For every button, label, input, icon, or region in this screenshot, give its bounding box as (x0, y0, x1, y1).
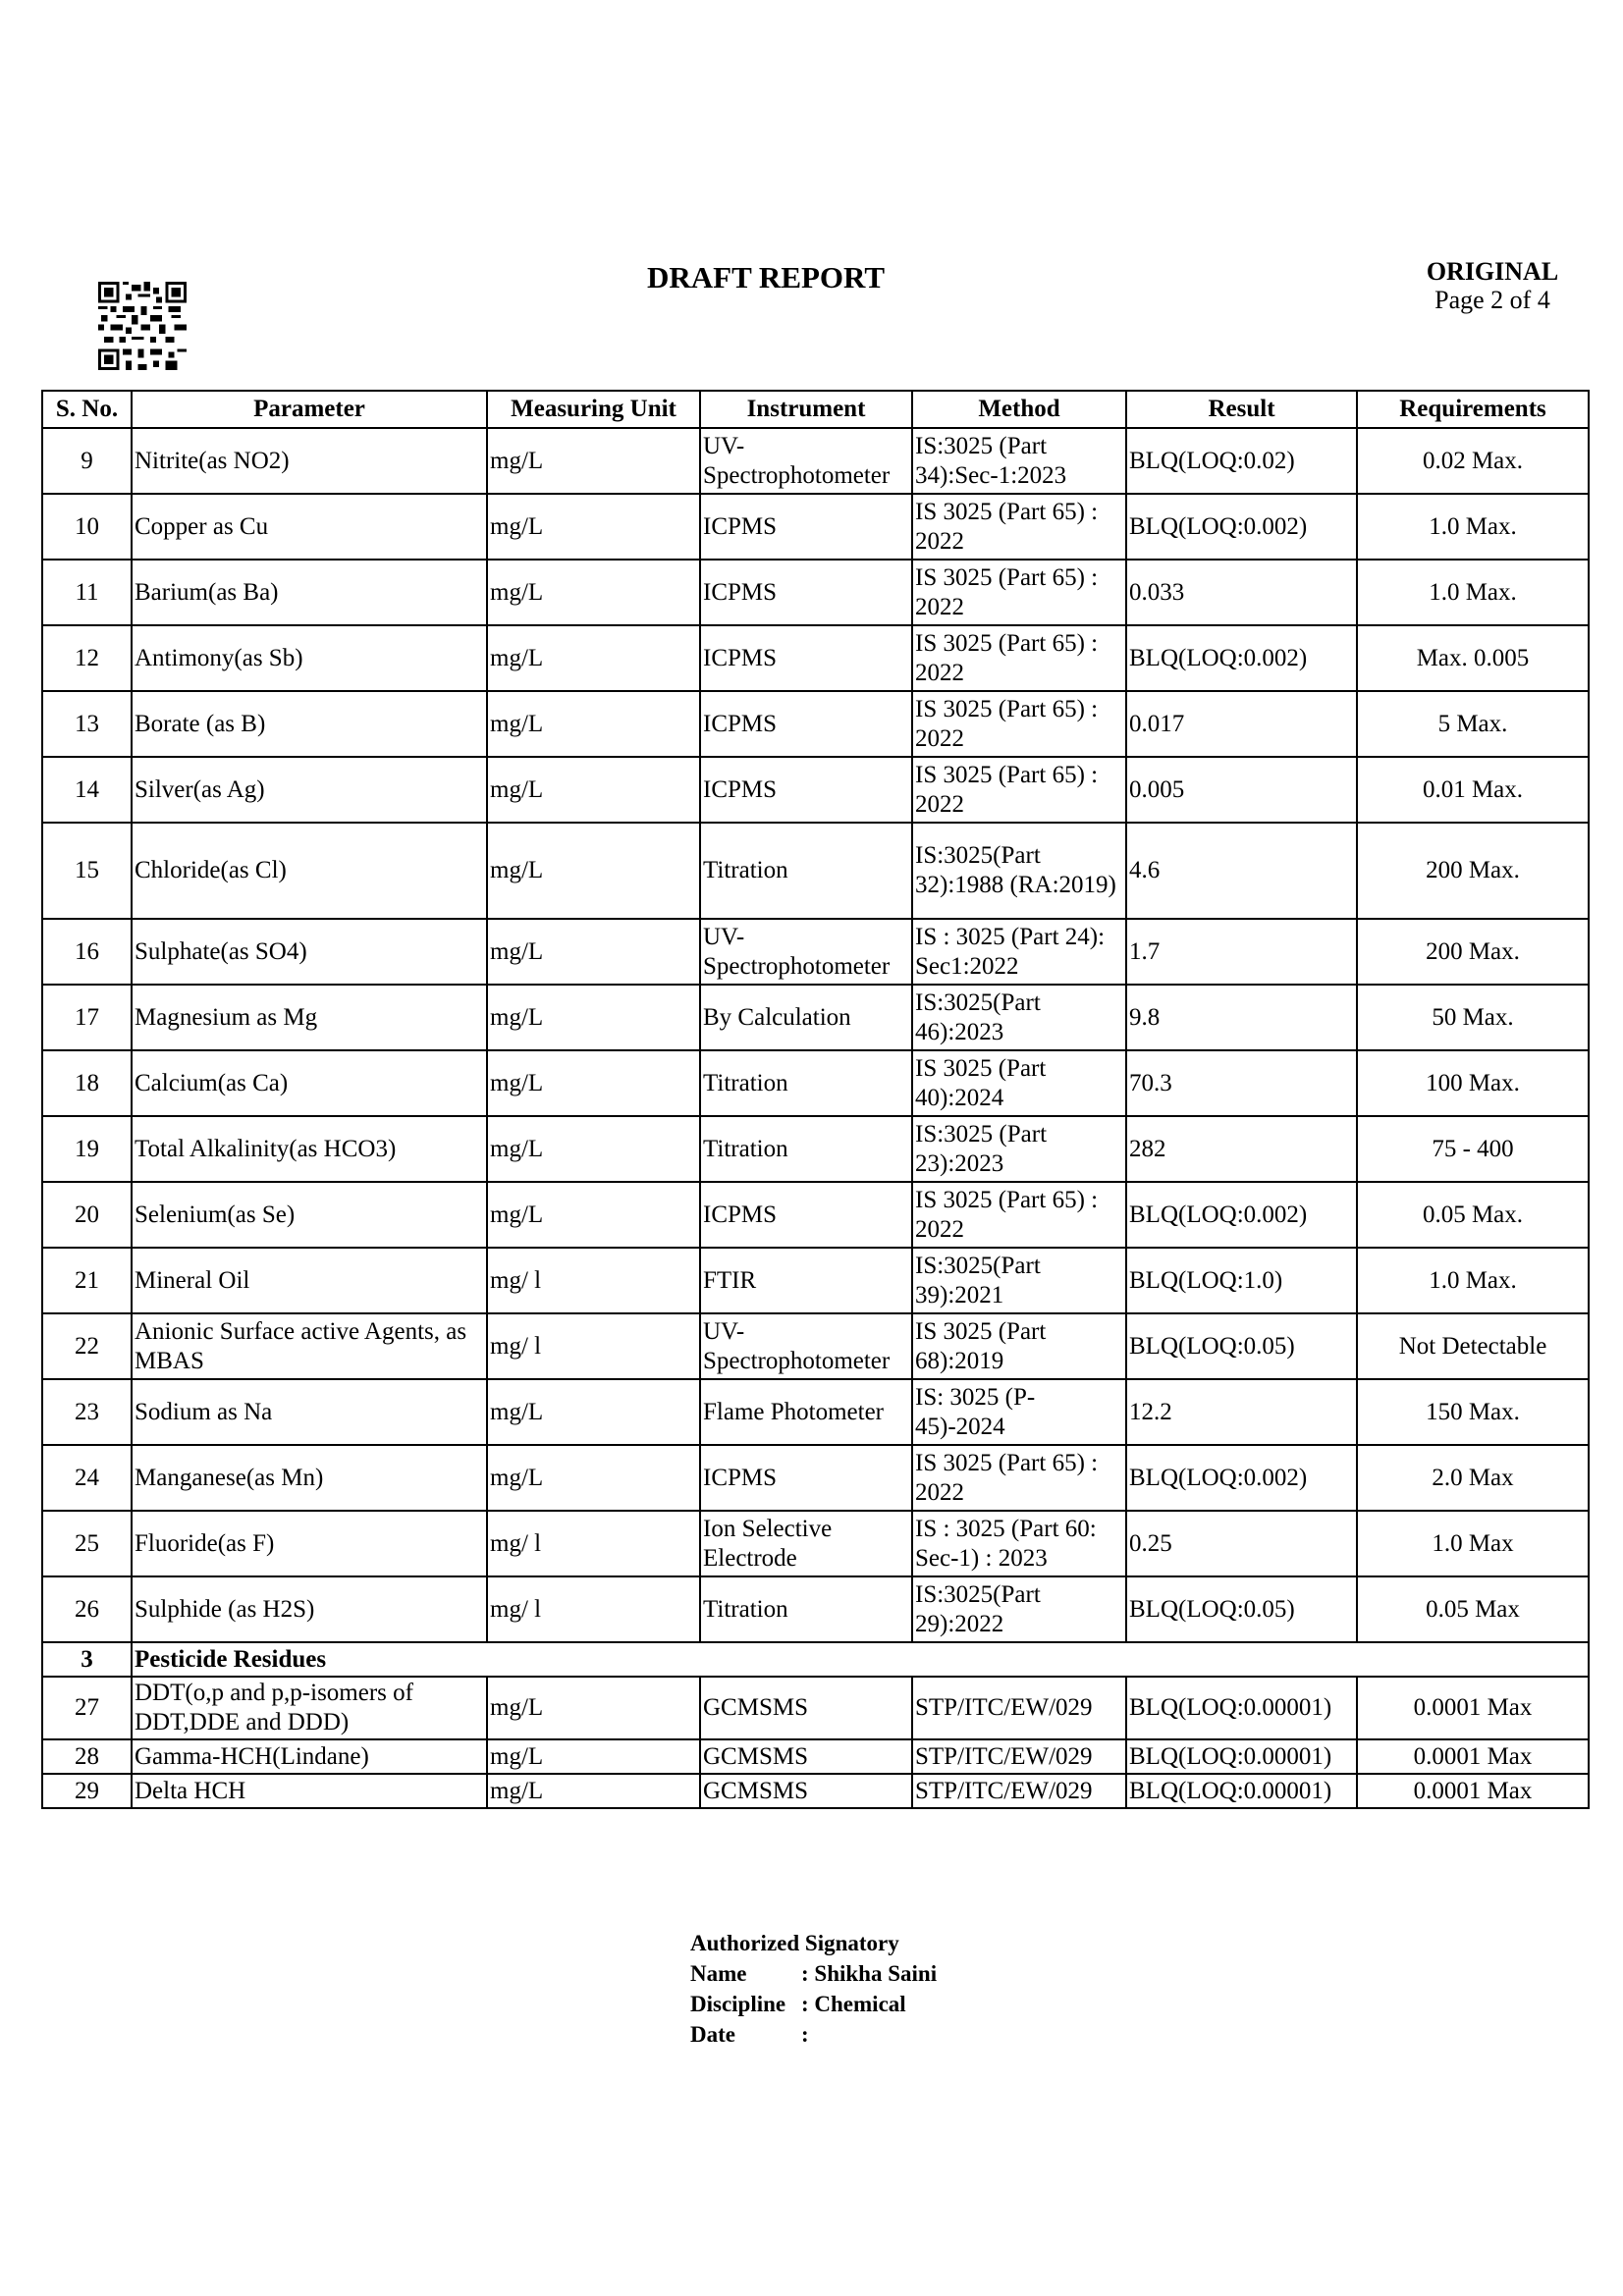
column-header-sno: S. No. (42, 391, 132, 428)
cell-method: IS 3025 (Part 68):2019 (912, 1313, 1126, 1379)
cell-method: IS : 3025 (Part 60: Sec-1) : 2023 (912, 1511, 1126, 1576)
signatory-heading: Authorized Signatory (690, 1931, 899, 1955)
cell-requirement: 0.01 Max. (1357, 757, 1589, 823)
cell-parameter: Sulphate(as SO4) (132, 919, 487, 985)
cell-parameter: Chloride(as Cl) (132, 823, 487, 919)
cell-unit: mg/L (487, 823, 700, 919)
cell-method: IS:3025(Part 29):2022 (912, 1576, 1126, 1642)
table-row (42, 1677, 1589, 1739)
cell-requirement: 50 Max. (1357, 985, 1589, 1050)
cell-sno: 26 (42, 1576, 132, 1642)
cell-instrument: ICPMS (700, 1445, 912, 1511)
cell-instrument: Flame Photometer (700, 1379, 912, 1445)
cell-unit: mg/L (487, 1445, 700, 1511)
cell-unit: mg/L (487, 919, 700, 985)
cell-instrument: ICPMS (700, 691, 912, 757)
cell-unit: mg/L (487, 1182, 700, 1248)
cell-sno: 9 (42, 428, 132, 494)
cell-sno: 22 (42, 1313, 132, 1379)
cell-method: IS:3025 (Part 23):2023 (912, 1116, 1126, 1182)
cell-parameter: Antimony(as Sb) (132, 625, 487, 691)
table-row (42, 428, 1589, 494)
column-header-method: Method (912, 391, 1126, 428)
cell-result: 0.005 (1126, 757, 1357, 823)
cell-result: BLQ(LOQ:0.00001) (1126, 1774, 1357, 1808)
section-title: Pesticide Residues (132, 1642, 1589, 1677)
cell-unit: mg/L (487, 1774, 700, 1808)
cell-parameter: Borate (as B) (132, 691, 487, 757)
cell-instrument: UV-Spectrophotometer (700, 1313, 912, 1379)
cell-unit: mg/ l (487, 1313, 700, 1379)
cell-method: IS:3025(Part 32):1988 (RA:2019) (912, 823, 1126, 919)
cell-unit: mg/L (487, 1677, 700, 1739)
name-value: : Shikha Saini (801, 1961, 938, 1986)
cell-method: IS 3025 (Part 65) : 2022 (912, 757, 1126, 823)
cell-instrument: FTIR (700, 1248, 912, 1313)
cell-method: IS 3025 (Part 65) : 2022 (912, 1445, 1126, 1511)
cell-parameter: DDT(o,p and p,p-isomers of DDT,DDE and DDD) (132, 1677, 487, 1739)
cell-sno: 24 (42, 1445, 132, 1511)
cell-parameter: Total Alkalinity(as HCO3) (132, 1116, 487, 1182)
column-header-requirements: Requirements (1357, 391, 1589, 428)
cell-sno: 16 (42, 919, 132, 985)
cell-requirement: 0.0001 Max (1357, 1774, 1589, 1808)
cell-parameter: Anionic Surface active Agents, as MBAS (132, 1313, 487, 1379)
cell-parameter: Fluoride(as F) (132, 1511, 487, 1576)
cell-result: BLQ(LOQ:0.002) (1126, 1182, 1357, 1248)
cell-instrument: ICPMS (700, 560, 912, 625)
column-header-instrument: Instrument (700, 391, 912, 428)
table-row (42, 691, 1589, 757)
cell-sno: 23 (42, 1379, 132, 1445)
cell-instrument: ICPMS (700, 494, 912, 560)
cell-instrument: GCMSMS (700, 1774, 912, 1808)
cell-sno: 21 (42, 1248, 132, 1313)
cell-parameter: Gamma-HCH(Lindane) (132, 1739, 487, 1774)
discipline-value: : Chemical (801, 1992, 906, 2016)
page-title: DRAFT REPORT (646, 260, 886, 294)
table-row (42, 625, 1589, 691)
cell-requirement: 1.0 Max. (1357, 1248, 1589, 1313)
table-row (42, 1050, 1589, 1116)
cell-sno: 13 (42, 691, 132, 757)
cell-unit: mg/L (487, 1116, 700, 1182)
cell-method: IS: 3025 (P-45)-2024 (912, 1379, 1126, 1445)
cell-instrument: UV-Spectrophotometer (700, 919, 912, 985)
date-value: : (801, 2022, 809, 2047)
cell-parameter: Barium(as Ba) (132, 560, 487, 625)
cell-parameter: Copper as Cu (132, 494, 487, 560)
cell-instrument: By Calculation (700, 985, 912, 1050)
cell-requirement: 0.0001 Max (1357, 1739, 1589, 1774)
cell-instrument: Titration (700, 1050, 912, 1116)
column-header-result: Result (1126, 391, 1357, 428)
copy-label: ORIGINAL (1426, 257, 1559, 286)
cell-parameter: Mineral Oil (132, 1248, 487, 1313)
cell-method: IS 3025 (Part 40):2024 (912, 1050, 1126, 1116)
cell-result: 0.033 (1126, 560, 1357, 625)
cell-requirement: 5 Max. (1357, 691, 1589, 757)
cell-unit: mg/L (487, 625, 700, 691)
cell-requirement: 100 Max. (1357, 1050, 1589, 1116)
cell-result: 70.3 (1126, 1050, 1357, 1116)
cell-requirement: 200 Max. (1357, 919, 1589, 985)
table-row (42, 1182, 1589, 1248)
cell-sno: 11 (42, 560, 132, 625)
cell-parameter: Sulphide (as H2S) (132, 1576, 487, 1642)
cell-sno: 12 (42, 625, 132, 691)
cell-method: STP/ITC/EW/029 (912, 1774, 1126, 1808)
cell-method: IS 3025 (Part 65) : 2022 (912, 560, 1126, 625)
table-row (42, 1445, 1589, 1511)
table-row (42, 1576, 1589, 1642)
cell-unit: mg/L (487, 1379, 700, 1445)
cell-sno: 14 (42, 757, 132, 823)
cell-unit: mg/L (487, 494, 700, 560)
cell-unit: mg/L (487, 560, 700, 625)
cell-result: 282 (1126, 1116, 1357, 1182)
cell-requirement: Max. 0.005 (1357, 625, 1589, 691)
cell-unit: mg/ l (487, 1248, 700, 1313)
cell-sno: 10 (42, 494, 132, 560)
column-header-unit: Measuring Unit (487, 391, 700, 428)
cell-sno: 18 (42, 1050, 132, 1116)
cell-unit: mg/L (487, 428, 700, 494)
cell-requirement: 150 Max. (1357, 1379, 1589, 1445)
cell-instrument: Ion Selective Electrode (700, 1511, 912, 1576)
cell-method: IS:3025 (Part 34):Sec-1:2023 (912, 428, 1126, 494)
table-row (42, 919, 1589, 985)
table-row (42, 823, 1589, 919)
column-header-parameter: Parameter (132, 391, 487, 428)
cell-instrument: GCMSMS (700, 1739, 912, 1774)
cell-method: IS 3025 (Part 65) : 2022 (912, 494, 1126, 560)
cell-result: 4.6 (1126, 823, 1357, 919)
cell-instrument: Titration (700, 1576, 912, 1642)
cell-sno: 25 (42, 1511, 132, 1576)
cell-result: BLQ(LOQ:0.00001) (1126, 1739, 1357, 1774)
table-row (42, 985, 1589, 1050)
signatory-block (690, 1928, 937, 2050)
cell-requirement: 1.0 Max. (1357, 560, 1589, 625)
cell-parameter: Magnesium as Mg (132, 985, 487, 1050)
cell-instrument: GCMSMS (700, 1677, 912, 1739)
cell-method: IS : 3025 (Part 24): Sec1:2022 (912, 919, 1126, 985)
cell-parameter: Selenium(as Se) (132, 1182, 487, 1248)
cell-instrument: UV-Spectrophotometer (700, 428, 912, 494)
page-number: Page 2 of 4 (1434, 286, 1550, 314)
discipline-label: Discipline (690, 1992, 786, 2016)
cell-requirement: 0.0001 Max (1357, 1677, 1589, 1739)
cell-parameter: Nitrite(as NO2) (132, 428, 487, 494)
table-row (42, 1248, 1589, 1313)
cell-unit: mg/ l (487, 1576, 700, 1642)
cell-parameter: Calcium(as Ca) (132, 1050, 487, 1116)
results-table (41, 390, 1590, 1809)
cell-unit: mg/L (487, 1739, 700, 1774)
table-row (42, 1774, 1589, 1808)
cell-sno: 15 (42, 823, 132, 919)
cell-requirement: 0.05 Max. (1357, 1182, 1589, 1248)
table-row (42, 560, 1589, 625)
cell-method: IS:3025(Part 46):2023 (912, 985, 1126, 1050)
cell-result: BLQ(LOQ:0.05) (1126, 1313, 1357, 1379)
cell-method: IS 3025 (Part 65) : 2022 (912, 1182, 1126, 1248)
cell-result: BLQ(LOQ:0.002) (1126, 494, 1357, 560)
cell-sno: 29 (42, 1774, 132, 1808)
table-row (42, 757, 1589, 823)
cell-requirement: 75 - 400 (1357, 1116, 1589, 1182)
cell-method: IS:3025(Part 39):2021 (912, 1248, 1126, 1313)
date-label: Date (690, 2022, 735, 2047)
cell-unit: mg/ l (487, 1511, 700, 1576)
cell-method: STP/ITC/EW/029 (912, 1677, 1126, 1739)
cell-sno: 28 (42, 1739, 132, 1774)
cell-result: BLQ(LOQ:0.002) (1126, 1445, 1357, 1511)
table-row (42, 1739, 1589, 1774)
cell-instrument: ICPMS (700, 1182, 912, 1248)
cell-unit: mg/L (487, 691, 700, 757)
cell-unit: mg/L (487, 985, 700, 1050)
cell-method: IS 3025 (Part 65) : 2022 (912, 691, 1126, 757)
cell-parameter: Delta HCH (132, 1774, 487, 1808)
cell-requirement: 1.0 Max (1357, 1511, 1589, 1576)
cell-result: 9.8 (1126, 985, 1357, 1050)
table-row (42, 1511, 1589, 1576)
table-row (42, 1116, 1589, 1182)
cell-result: 0.017 (1126, 691, 1357, 757)
table-row (42, 1379, 1589, 1445)
cell-unit: mg/L (487, 1050, 700, 1116)
cell-requirement: 2.0 Max (1357, 1445, 1589, 1511)
cell-sno: 20 (42, 1182, 132, 1248)
cell-sno: 27 (42, 1677, 132, 1739)
cell-parameter: Sodium as Na (132, 1379, 487, 1445)
cell-requirement: 1.0 Max. (1357, 494, 1589, 560)
cell-requirement: 0.02 Max. (1357, 428, 1589, 494)
section-row (42, 1642, 1589, 1677)
cell-sno: 17 (42, 985, 132, 1050)
cell-requirement: 0.05 Max (1357, 1576, 1589, 1642)
cell-parameter: Silver(as Ag) (132, 757, 487, 823)
cell-result: BLQ(LOQ:0.00001) (1126, 1677, 1357, 1739)
cell-requirement: 200 Max. (1357, 823, 1589, 919)
cell-result: 0.25 (1126, 1511, 1357, 1576)
cell-instrument: Titration (700, 1116, 912, 1182)
cell-instrument: ICPMS (700, 625, 912, 691)
cell-instrument: Titration (700, 823, 912, 919)
section-number: 3 (42, 1642, 132, 1677)
cell-requirement: Not Detectable (1357, 1313, 1589, 1379)
cell-result: BLQ(LOQ:0.05) (1126, 1576, 1357, 1642)
cell-method: IS 3025 (Part 65) : 2022 (912, 625, 1126, 691)
cell-sno: 19 (42, 1116, 132, 1182)
cell-instrument: ICPMS (700, 757, 912, 823)
table-row (42, 1313, 1589, 1379)
cell-result: BLQ(LOQ:0.002) (1126, 625, 1357, 691)
table-header-row (42, 391, 1589, 428)
table-row (42, 494, 1589, 560)
cell-result: 1.7 (1126, 919, 1357, 985)
cell-method: STP/ITC/EW/029 (912, 1739, 1126, 1774)
cell-parameter: Manganese(as Mn) (132, 1445, 487, 1511)
cell-result: BLQ(LOQ:1.0) (1126, 1248, 1357, 1313)
cell-result: BLQ(LOQ:0.02) (1126, 428, 1357, 494)
cell-unit: mg/L (487, 757, 700, 823)
cell-result: 12.2 (1126, 1379, 1357, 1445)
name-label: Name (690, 1961, 747, 1986)
